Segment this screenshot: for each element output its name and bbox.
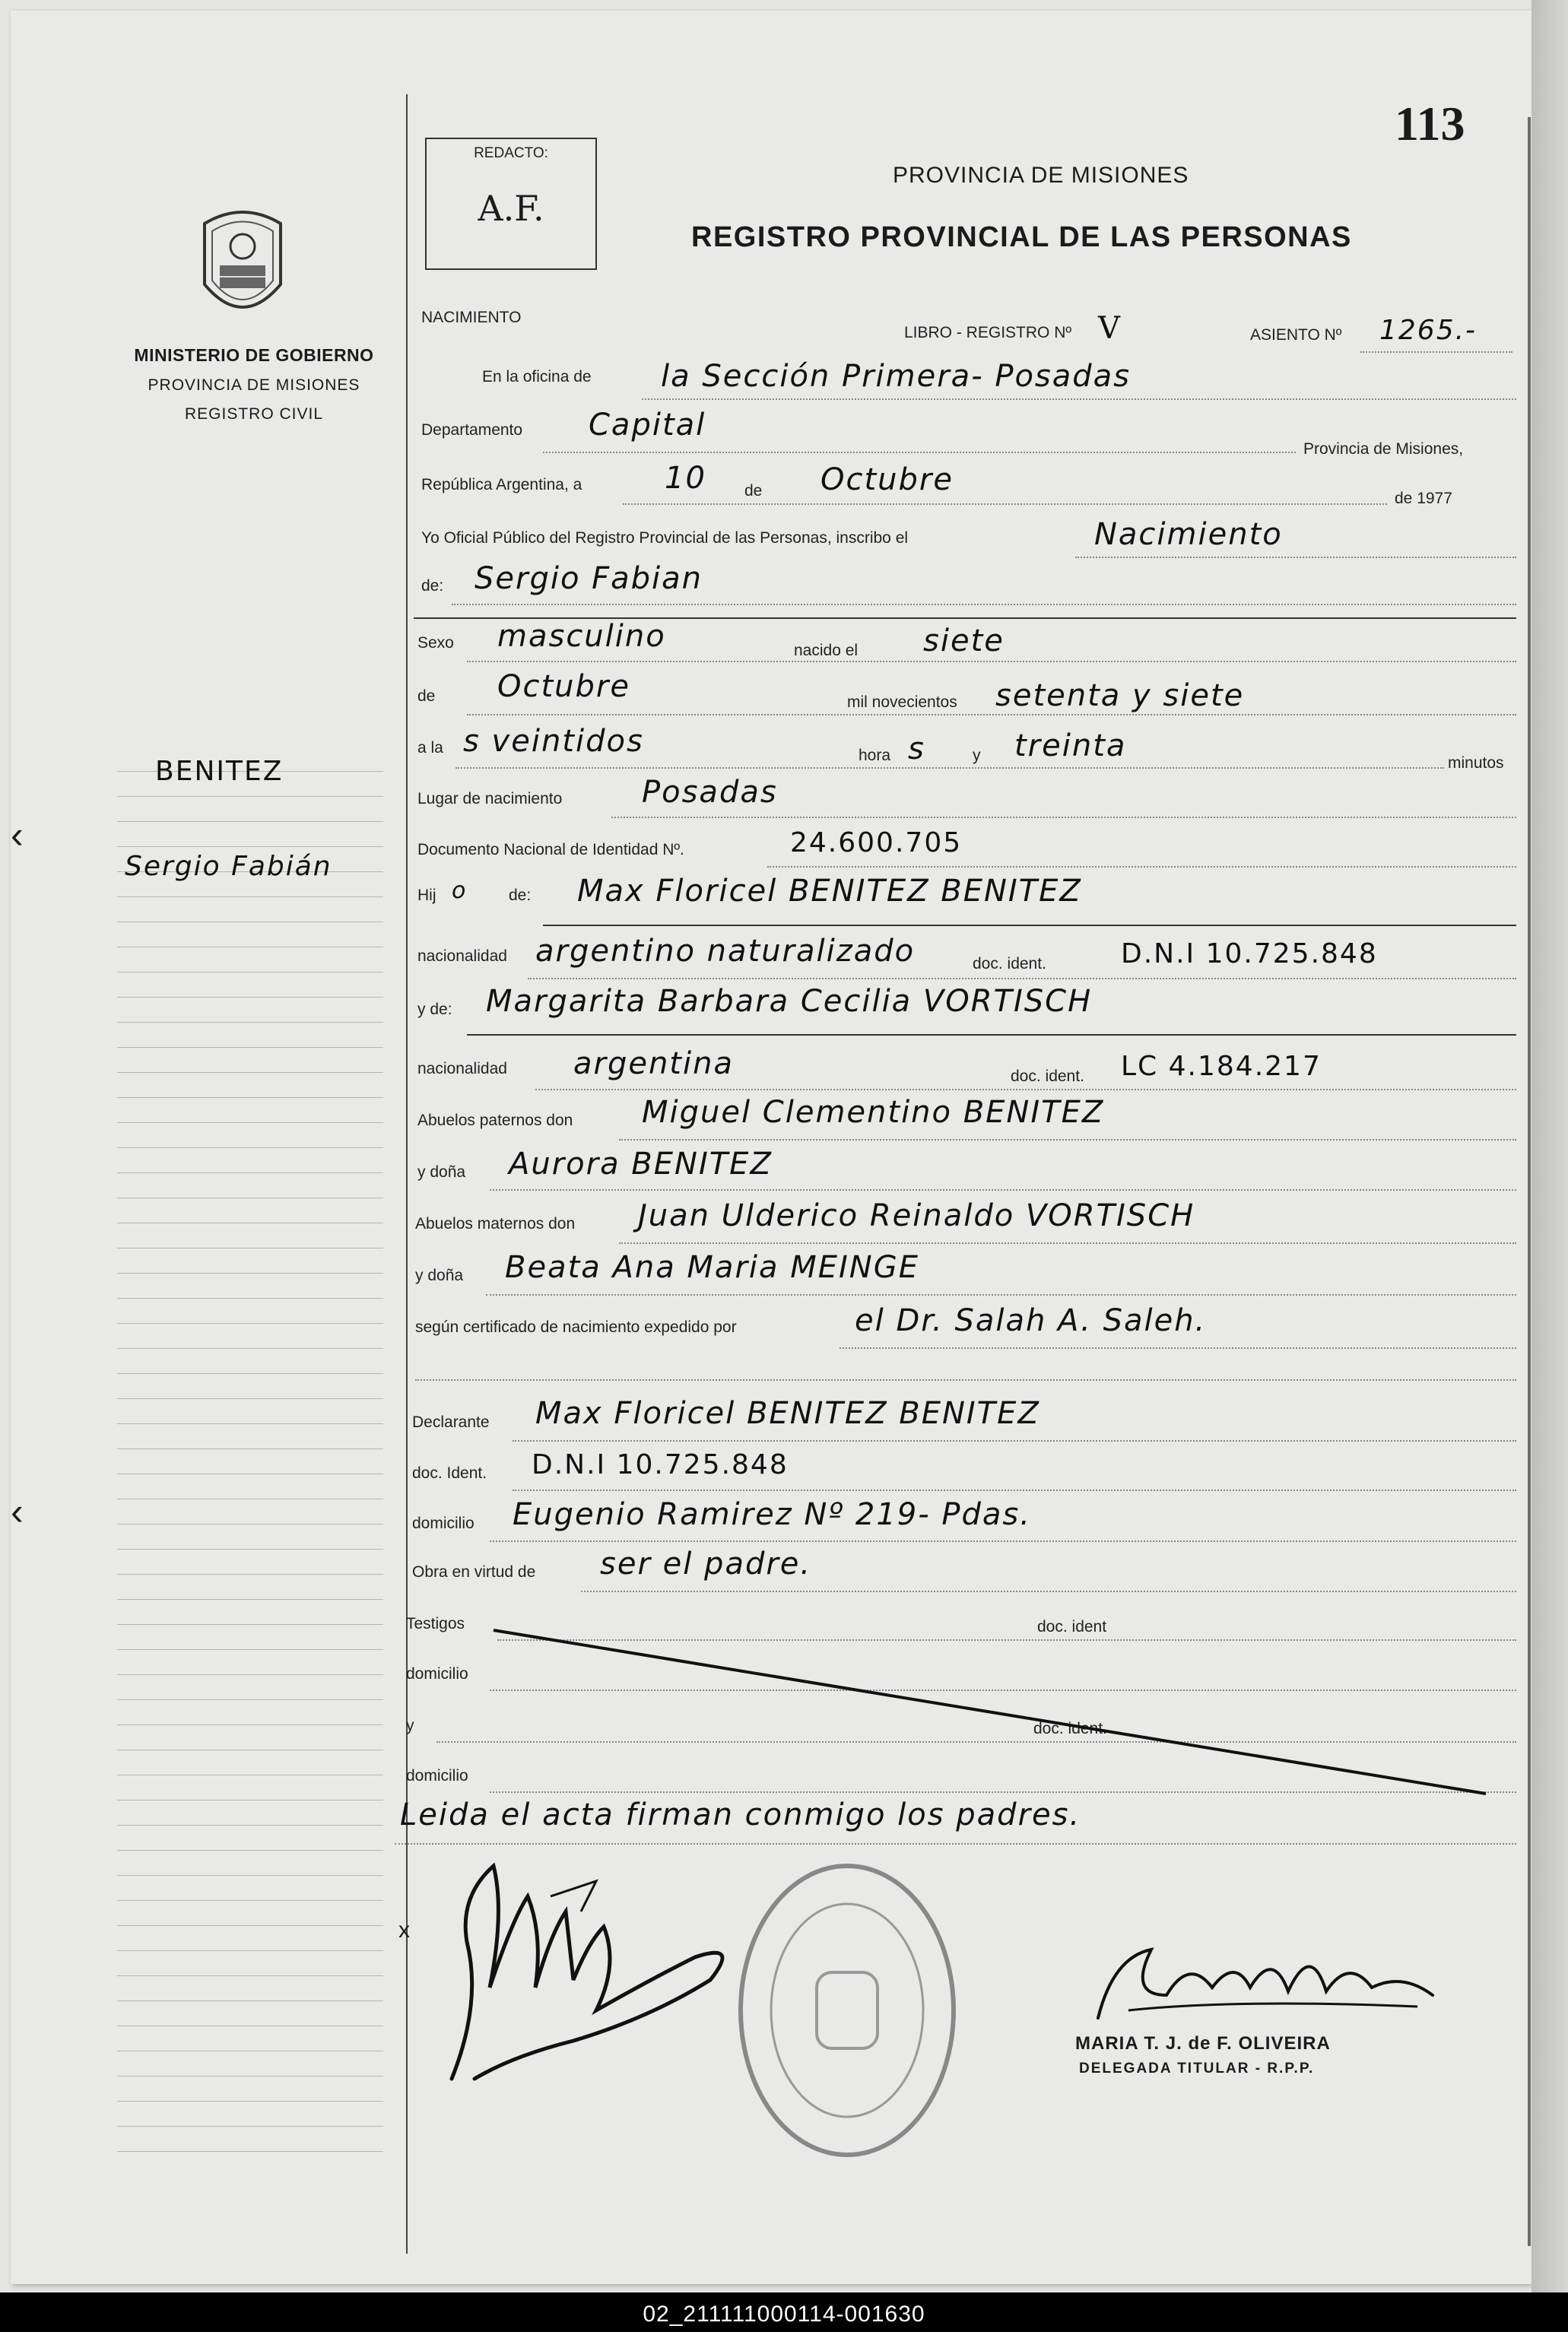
margin-ruled-lines bbox=[117, 771, 383, 2254]
departamento-line bbox=[543, 452, 1296, 453]
ministry-province: PROVINCIA DE MISIONES bbox=[148, 376, 360, 394]
margin-surname: BENITEZ bbox=[155, 756, 284, 787]
doc2-label: doc. ident. bbox=[1011, 1068, 1084, 1085]
docident1-label: doc. ident bbox=[1037, 1618, 1107, 1636]
hora-value: s bbox=[908, 731, 925, 766]
dia-value: 10 bbox=[665, 461, 706, 496]
doc1-label: doc. ident. bbox=[973, 955, 1046, 972]
closing-value: Leida el acta firman conmigo los padres. bbox=[400, 1797, 1081, 1832]
lugar-label: Lugar de nacimiento bbox=[417, 790, 563, 807]
lugar-value: Posadas bbox=[642, 775, 778, 810]
margin-bracket-1: ‹ bbox=[11, 814, 24, 856]
nac2-value: argentina bbox=[573, 1046, 734, 1081]
libro-value: V bbox=[1098, 311, 1122, 346]
page-number: 113 bbox=[1395, 97, 1465, 151]
header-registry: REGISTRO PROVINCIAL DE LAS PERSONAS bbox=[691, 221, 1352, 253]
ab-pat2-line bbox=[490, 1189, 1516, 1191]
delegate-title: DELEGADA TITULAR - R.P.P. bbox=[1079, 2061, 1315, 2077]
alas-value: s veintidos bbox=[463, 724, 644, 759]
dni-line bbox=[767, 866, 1516, 868]
ab-mat-line bbox=[619, 1242, 1516, 1244]
dni-label: Documento Nacional de Identidad Nº. bbox=[417, 841, 684, 858]
alas-label: a la bbox=[417, 739, 443, 757]
madre-rule bbox=[467, 1034, 1516, 1036]
doc3-line bbox=[513, 1490, 1516, 1491]
obra-value: ser el padre. bbox=[600, 1547, 812, 1582]
ab-mat2-line bbox=[486, 1294, 1516, 1296]
ab-pat-line bbox=[619, 1139, 1516, 1141]
nac1-line bbox=[528, 978, 1516, 979]
alas-line bbox=[455, 767, 1444, 769]
hora-label: hora bbox=[859, 747, 891, 764]
republica-line bbox=[623, 503, 1387, 505]
asiento-line bbox=[1360, 351, 1512, 353]
redacto-value: A.F. bbox=[478, 188, 544, 229]
margin-given-name: Sergio Fabián bbox=[125, 851, 332, 882]
obra-label: Obra en virtud de bbox=[412, 1563, 536, 1581]
docident2-label: doc. ident. bbox=[1033, 1720, 1107, 1737]
document-page bbox=[11, 11, 1531, 2284]
testigos-label: Testigos bbox=[406, 1615, 465, 1632]
blank-line bbox=[415, 1379, 1516, 1381]
oficina-line bbox=[642, 398, 1516, 400]
y2-label: y bbox=[406, 1717, 414, 1734]
y-label: y bbox=[973, 747, 981, 764]
ydona1-label: y doña bbox=[417, 1163, 466, 1181]
libro-label: LIBRO - REGISTRO Nº bbox=[904, 324, 1072, 341]
oficial-line bbox=[1075, 557, 1516, 558]
ab-mat-label: Abuelos maternos don bbox=[415, 1215, 576, 1233]
lugar-line bbox=[611, 817, 1516, 818]
delegate-name: MARIA T. J. de F. OLIVEIRA bbox=[1075, 2033, 1331, 2054]
doc1-value: D.N.I 10.725.848 bbox=[1121, 938, 1378, 969]
ab-pat-label: Abuelos paternos don bbox=[417, 1112, 573, 1129]
domicilio2-label: domicilio bbox=[406, 1665, 468, 1683]
asiento-label: ASIENTO Nº bbox=[1250, 326, 1342, 344]
nac2-line bbox=[535, 1089, 1516, 1090]
footer-id: 02_211111000114-001630 bbox=[643, 2302, 925, 2327]
ministry-seal-icon bbox=[193, 201, 292, 330]
ab-mat-value: Juan Ulderico Reinaldo VORTISCH bbox=[638, 1198, 1195, 1233]
minutos-label: minutos bbox=[1448, 754, 1504, 772]
ministry-name: MINISTERIO DE GOBIERNO bbox=[134, 345, 374, 365]
ab-mat2-value: Beata Ana Maria MEINGE bbox=[505, 1250, 919, 1285]
record-type-label: NACIMIENTO bbox=[421, 309, 522, 326]
delegate-signature-icon bbox=[1083, 1927, 1448, 2041]
ministry-block bbox=[117, 345, 391, 424]
doc3-value: D.N.I 10.725.848 bbox=[532, 1449, 789, 1480]
yde-label: y de: bbox=[417, 1001, 452, 1018]
nacido-value: siete bbox=[923, 623, 1005, 658]
madre-value: Margarita Barbara Cecilia VORTISCH bbox=[486, 984, 1093, 1019]
sexo-value: masculino bbox=[497, 619, 666, 654]
hijo-label: Hij bbox=[417, 887, 436, 904]
mil-label: mil novecientos bbox=[847, 693, 957, 711]
nac1-value: argentino naturalizado bbox=[535, 934, 916, 969]
nacido-label: nacido el bbox=[794, 642, 859, 659]
min-value: treinta bbox=[1014, 728, 1127, 763]
official-stamp-icon bbox=[733, 1858, 961, 2162]
redacto-label: REDACTO: bbox=[474, 145, 548, 161]
sexo-line bbox=[467, 661, 1516, 662]
domicilio-label: domicilio bbox=[412, 1515, 475, 1532]
closing-line bbox=[395, 1843, 1516, 1845]
hijo-suffix: o bbox=[452, 877, 468, 904]
oficial-label: Yo Oficial Público del Registro Provincial de las Personas, inscribo el bbox=[421, 529, 909, 547]
nombre-label: de: bbox=[421, 577, 444, 595]
nac2-label: nacionalidad bbox=[417, 1060, 507, 1077]
declarante-value: Max Floricel BENITEZ BENITEZ bbox=[535, 1396, 1040, 1431]
certificado-line bbox=[840, 1347, 1516, 1349]
de4-label: de: bbox=[509, 887, 532, 904]
padre-rule bbox=[543, 925, 1516, 926]
mes2-line bbox=[467, 714, 1516, 715]
padre-value: Max Floricel BENITEZ BENITEZ bbox=[577, 874, 1082, 909]
mes2-value: Octubre bbox=[497, 669, 630, 704]
departamento-label: Departamento bbox=[421, 421, 523, 439]
republica-label: República Argentina, a bbox=[421, 476, 582, 493]
provincia-label: Provincia de Misiones, bbox=[1303, 440, 1464, 458]
ab-pat-value: Miguel Clementino BENITEZ bbox=[642, 1095, 1105, 1130]
parent-signature-icon bbox=[421, 1851, 756, 2102]
domicilio-value: Eugenio Ramirez Nº 219- Pdas. bbox=[513, 1497, 1031, 1532]
de3-label: de bbox=[417, 687, 436, 705]
certificado-value: el Dr. Salah A. Saleh. bbox=[855, 1303, 1207, 1338]
oficina-label: En la oficina de bbox=[482, 368, 592, 385]
mes-value: Octubre bbox=[821, 462, 954, 497]
declarante-line bbox=[513, 1440, 1516, 1442]
nombre-value: Sergio Fabian bbox=[475, 561, 703, 596]
mil-value: setenta y siete bbox=[995, 678, 1245, 713]
certificado-label: según certificado de nacimiento expedido por bbox=[415, 1318, 737, 1336]
oficina-value: la Sección Primera- Posadas bbox=[661, 359, 1132, 394]
obra-line bbox=[581, 1591, 1516, 1592]
sexo-label: Sexo bbox=[417, 634, 454, 652]
margin-bracket-2: ‹ bbox=[11, 1490, 24, 1533]
declarante-label: Declarante bbox=[412, 1413, 490, 1431]
redacto-box bbox=[425, 138, 597, 270]
departamento-value: Capital bbox=[589, 408, 706, 443]
right-border-line bbox=[1528, 117, 1531, 2246]
ministry-registry: REGISTRO CIVIL bbox=[184, 405, 324, 423]
asiento-value: 1265.- bbox=[1379, 315, 1478, 346]
dni-value: 24.600.705 bbox=[790, 827, 963, 858]
oficial-value: Nacimiento bbox=[1094, 517, 1283, 552]
ydona2-label: y doña bbox=[415, 1267, 464, 1284]
de-label: de bbox=[744, 482, 763, 500]
domicilio3-label: domicilio bbox=[406, 1767, 468, 1785]
doc3-label: doc. Ident. bbox=[412, 1464, 487, 1482]
testigos-strikethrough bbox=[482, 1623, 1501, 1805]
ab-pat2-value: Aurora BENITEZ bbox=[509, 1147, 773, 1182]
nombre-line bbox=[452, 604, 1516, 605]
right-scan-edge bbox=[1531, 0, 1568, 2332]
signature-mark: x bbox=[398, 1918, 410, 1943]
domicilio-line bbox=[490, 1540, 1516, 1542]
doc2-value: LC 4.184.217 bbox=[1121, 1051, 1322, 1082]
nac1-label: nacionalidad bbox=[417, 947, 507, 965]
header-province: PROVINCIA DE MISIONES bbox=[893, 163, 1189, 188]
anio-label: de 1977 bbox=[1395, 490, 1452, 507]
